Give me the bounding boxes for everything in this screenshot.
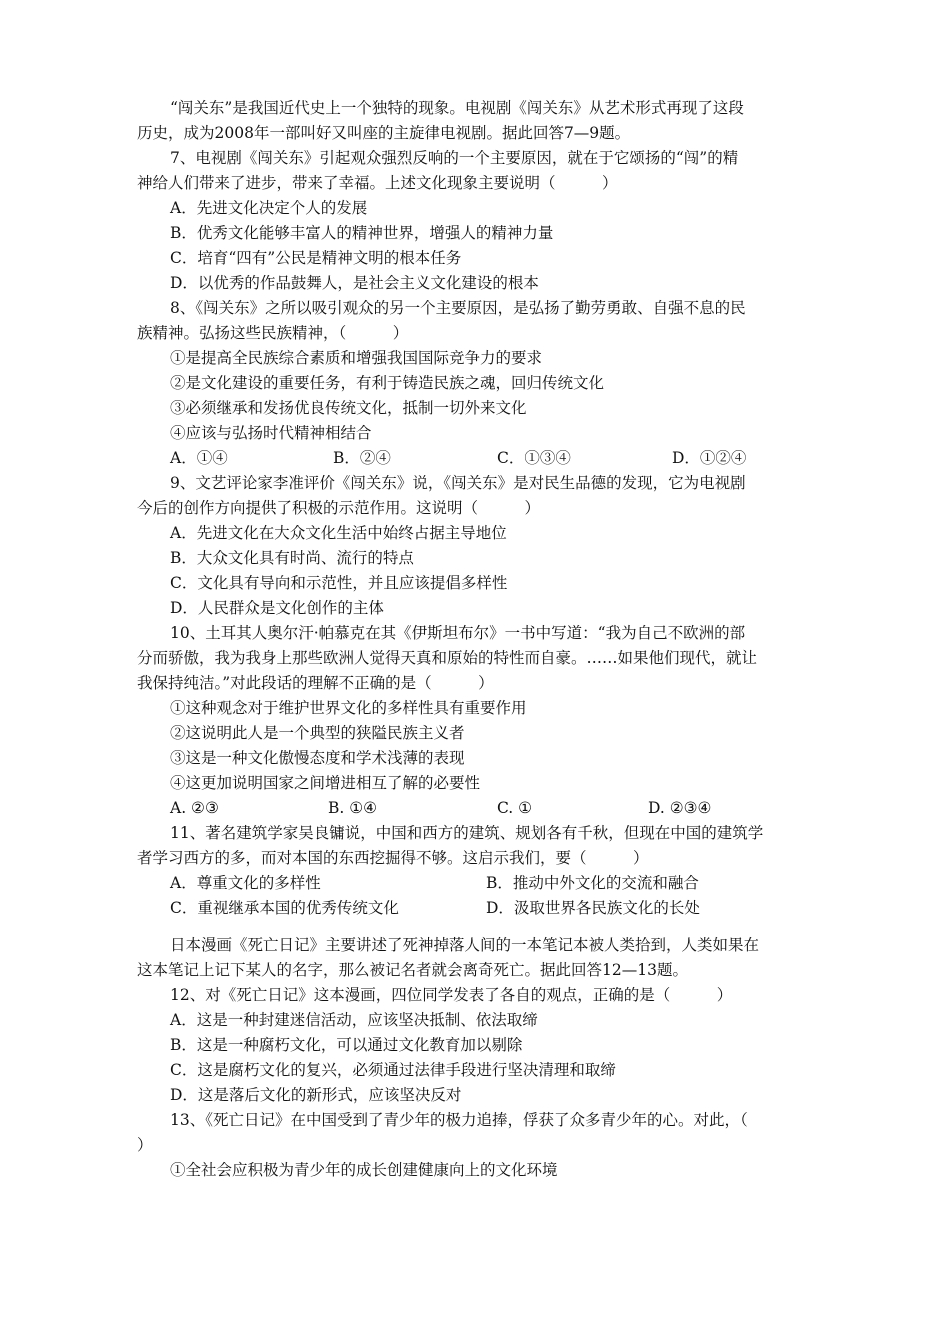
q7-stem-line-2: 神给人们带来了进步，带来了幸福。上述文化现象主要说明（ ） [137, 174, 618, 192]
q11-stem-line-1: 11、著名建筑学家吴良镛说，中国和西方的建筑、规划各有千秋，但现在中国的建筑学 [170, 824, 764, 842]
q7-option-b: B．优秀文化能够丰富人的精神世界，增强人的精神力量 [170, 224, 554, 242]
q11-option-a: A．尊重文化的多样性 [170, 874, 321, 892]
passage-1-line-1: “闯关东”是我国近代史上一个独特的现象。电视剧《闯关东》从艺术形式再现了这段 [170, 99, 744, 117]
q13-stem-line-2: ） [137, 1136, 153, 1154]
q9-stem-line-1: 9、文艺评论家李准评价《闯关东》说，《闯关东》是对民生品德的发现，它为电视剧 [170, 474, 746, 492]
q7-option-a: A．先进文化决定个人的发展 [170, 199, 368, 217]
q8-option-b: B．②④ [333, 449, 391, 467]
q12-option-b: B．这是一种腐朽文化，可以通过文化教育加以剔除 [170, 1036, 523, 1054]
q10-stem-line-3: 我保持纯洁。”对此段话的理解不正确的是（ ） [137, 674, 494, 692]
q10-option-a: A. ②③ [170, 799, 219, 817]
q11-stem-line-2: 者学习西方的多，而对本国的东西挖掘得不够。这启示我们，要（ ） [137, 849, 649, 867]
q10-option-c: C. ① [497, 799, 533, 817]
q9-option-d: D．人民群众是文化创作的主体 [170, 599, 384, 617]
q8-stem-line-1: 8、《闯关东》之所以吸引观众的另一个主要原因，是弘扬了勤劳勇敢、自强不息的民 [170, 299, 746, 317]
q8-option-a: A．①④ [170, 449, 228, 467]
q10-stem-line-1: 10、土耳其人奥尔汗·帕慕克在其《伊斯坦布尔》一书中写道：“我为自己不欧洲的部 [170, 624, 746, 642]
q8-option-d: D．①②④ [672, 449, 747, 467]
q7-option-d: D．以优秀的作品鼓舞人，是社会主义文化建设的根本 [170, 274, 539, 292]
q12-option-d: D．这是落后文化的新形式，应该坚决反对 [170, 1086, 462, 1104]
q12-option-a: A．这是一种封建迷信活动，应该坚决抵制、依法取缔 [170, 1011, 538, 1029]
q11-option-d: D．汲取世界各民族文化的长处 [486, 899, 700, 917]
q13-statement-1: ①全社会应积极为青少年的成长创建健康向上的文化环境 [170, 1161, 558, 1179]
q10-statement-4: ④这更加说明国家之间增进相互了解的必要性 [170, 774, 481, 792]
q9-option-b: B．大众文化具有时尚、流行的特点 [170, 549, 414, 567]
passage-2-line-2: 这本笔记上记下某人的名字，那么被记名者就会离奇死亡。据此回答12—13题。 [137, 961, 688, 979]
q12-option-c: C．这是腐朽文化的复兴，必须通过法律手段进行坚决清理和取缔 [170, 1061, 616, 1079]
q10-option-d: D. ②③④ [648, 799, 712, 817]
q8-statement-1: ①是提高全民族综合素质和增强我国国际竞争力的要求 [170, 349, 543, 367]
q13-stem-line-1: 13、《死亡日记》在中国受到了青少年的极力追捧，俘获了众多青少年的心。对此，（ [170, 1111, 748, 1129]
q8-option-c: C．①③④ [497, 449, 571, 467]
q9-option-a: A．先进文化在大众文化生活中始终占据主导地位 [170, 524, 507, 542]
q7-option-c: C．培育“四有”公民是精神文明的根本任务 [170, 249, 462, 267]
q12-stem: 12、对《死亡日记》这本漫画，四位同学发表了各自的观点，正确的是（ ） [170, 986, 733, 1004]
q7-stem-line-1: 7、电视剧《闯关东》引起观众强烈反响的一个主要原因，就在于它颂扬的“闯”的精 [170, 149, 739, 167]
q11-option-c: C．重视继承本国的优秀传统文化 [170, 899, 399, 917]
q8-statement-2: ②是文化建设的重要任务，有利于铸造民族之魂，回归传统文化 [170, 374, 605, 392]
passage-1-line-2: 历史，成为2008年一部叫好又叫座的主旋律电视剧。据此回答7—9题。 [137, 124, 631, 142]
q11-option-b: B．推动中外文化的交流和融合 [486, 874, 699, 892]
q8-statement-4: ④应该与弘扬时代精神相结合 [170, 424, 372, 442]
q8-statement-3: ③必须继承和发扬优良传统文化，抵制一切外来文化 [170, 399, 527, 417]
q10-statement-3: ③这是一种文化傲慢态度和学术浅薄的表现 [170, 749, 465, 767]
q10-statement-2: ②这说明此人是一个典型的狭隘民族主义者 [170, 724, 465, 742]
q8-stem-line-2: 族精神。弘扬这些民族精神，（ ） [137, 324, 409, 342]
q10-option-b: B. ①④ [328, 799, 378, 817]
q9-option-c: C．文化具有导向和示范性，并且应该提倡多样性 [170, 574, 508, 592]
q10-stem-line-2: 分而骄傲，我为我身上那些欧洲人觉得天真和原始的特性而自豪。……如果他们现代，就让 [137, 649, 758, 667]
q10-statement-1: ①这种观念对于维护世界文化的多样性具有重要作用 [170, 699, 527, 717]
q9-stem-line-2: 今后的创作方向提供了积极的示范作用。这说明（ ） [137, 499, 541, 517]
passage-2-line-1: 日本漫画《死亡日记》主要讲述了死神掉落人间的一本笔记本被人类拾到，人类如果在 [170, 936, 760, 954]
